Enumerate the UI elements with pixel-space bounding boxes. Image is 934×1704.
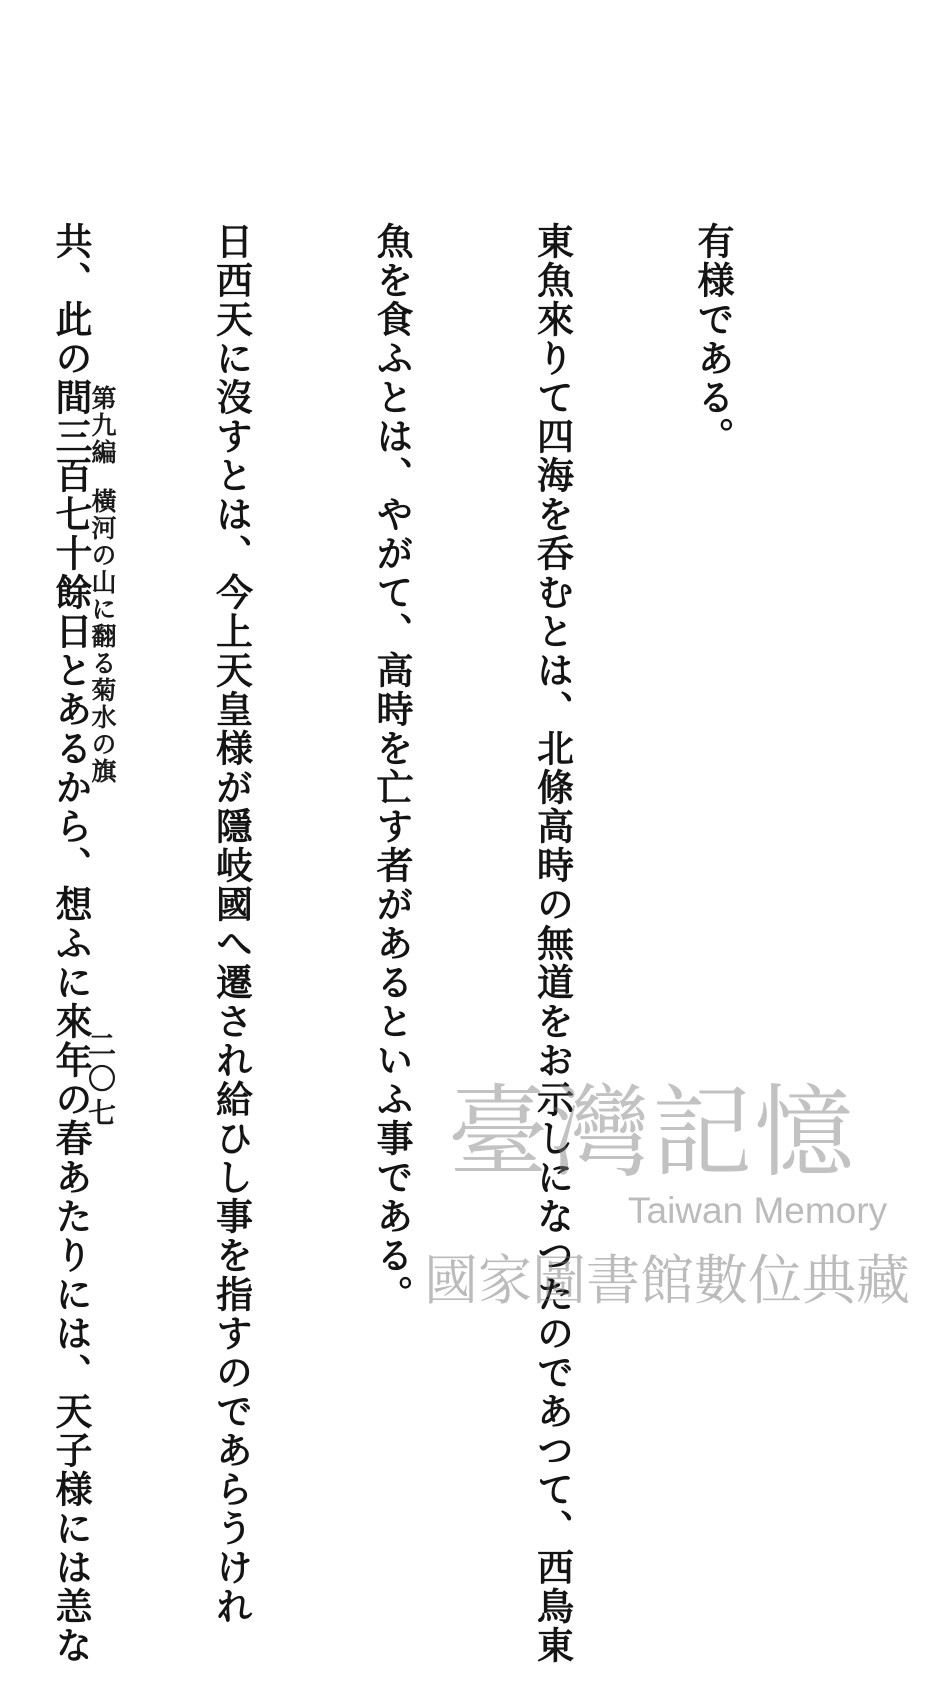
text-line: 日西天に沒すとは、今上天皇様が隱岐國へ遷され給ひし事を指すのであらうけれ <box>209 222 254 1626</box>
text-line: 有様である。 <box>691 222 735 456</box>
watermark-english: Taiwan Memory <box>628 1190 888 1231</box>
section-label: 第九編 <box>88 385 117 466</box>
watermark-subtitle: 國家圖書館數位典藏 <box>424 1249 910 1312</box>
page-number: 二〇七 <box>84 1030 117 1132</box>
text-line: 魚を食ふとは、やがて、高時を亡す者があるといふ事である。 <box>370 222 414 1314</box>
text-line: 東魚來りて四海を呑むとは、北條高時の無道をお示しになつたのであつて、西鳥東 <box>530 222 575 1665</box>
body-text <box>0 222 846 1665</box>
chapter-title: 橫河の山に翻る菊水の旗 <box>88 488 117 785</box>
text-line: 共、此の間三百七十餘日とあるから、想ふに來年の春あたりには、天子様には恙な <box>49 222 93 1665</box>
running-head <box>80 385 120 785</box>
watermark-title: 臺灣記憶 <box>448 1074 856 1191</box>
